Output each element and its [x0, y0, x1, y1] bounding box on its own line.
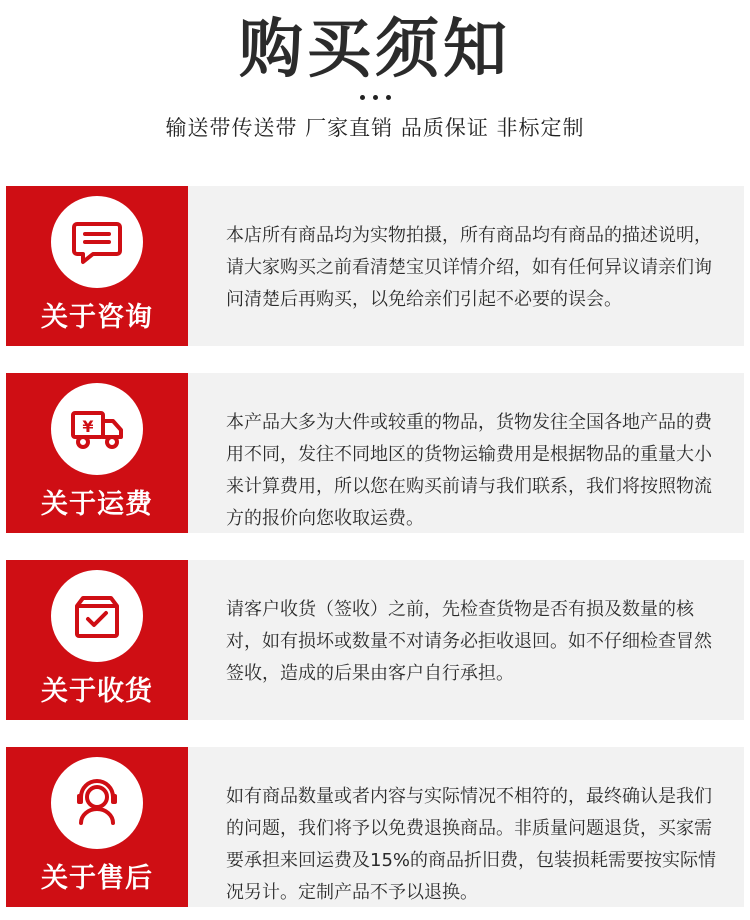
- page-subtitle: 输送带传送带 厂家直销 品质保证 非标定制: [165, 116, 585, 140]
- notice-card-receipt: [6, 560, 744, 720]
- card-label: 关于售后: [41, 863, 153, 894]
- card-text: 请客户收货（签收）之前，先检查货物是否有损及数量的核对，如有损坏或数量不对请务必拒收退回。如不仔细检查冒然签收，造成的后果由客户自行承担。: [226, 599, 712, 684]
- card-label: 关于收货: [41, 676, 153, 707]
- notice-card-shipping: [6, 373, 744, 533]
- chat-icon: [51, 196, 143, 288]
- header: [0, 0, 750, 170]
- card-label-block: [6, 560, 188, 720]
- card-label-block: [6, 186, 188, 346]
- page-title: 购买须知: [239, 13, 511, 87]
- card-label-block: [6, 747, 188, 907]
- dot: [386, 95, 391, 100]
- notice-card-after-sales: [6, 747, 744, 907]
- notice-card-consult: [6, 186, 744, 346]
- headset-agent-icon: [51, 757, 143, 849]
- card-text: 本产品大多为大件或较重的物品，货物发往全国各地产品的费用不同，发往不同地区的货物运输费用是根据物品的重量大小来计算费用，所以您在购买前请与我们联系，我们将按照物流方的报价向您收取运费。: [226, 412, 712, 529]
- card-label: 关于运费: [41, 489, 153, 520]
- card-text: 如有商品数量或者内容与实际情况不相符的，最终确认是我们的问题，我们将予以免费退换商品。非质量问题退货，买家需要承担来回运费及15%的商品折旧费，包装损耗需要按实际情况另计。定制产品不予以退换。: [226, 786, 717, 903]
- svg-text:¥: ¥: [82, 417, 94, 436]
- title-dots: [0, 95, 750, 100]
- package-check-icon: [51, 570, 143, 662]
- dot: [360, 95, 365, 100]
- dot: [373, 95, 378, 100]
- card-label: 关于咨询: [41, 302, 153, 333]
- card-text: 本店所有商品均为实物拍摄，所有商品均有商品的描述说明，请大家购买之前看清楚宝贝详情介绍，如有任何异议请亲们询问清楚后再购买，以免给亲们引起不必要的误会。: [226, 225, 712, 310]
- delivery-truck-icon: [51, 383, 143, 475]
- card-label-block: [6, 373, 188, 533]
